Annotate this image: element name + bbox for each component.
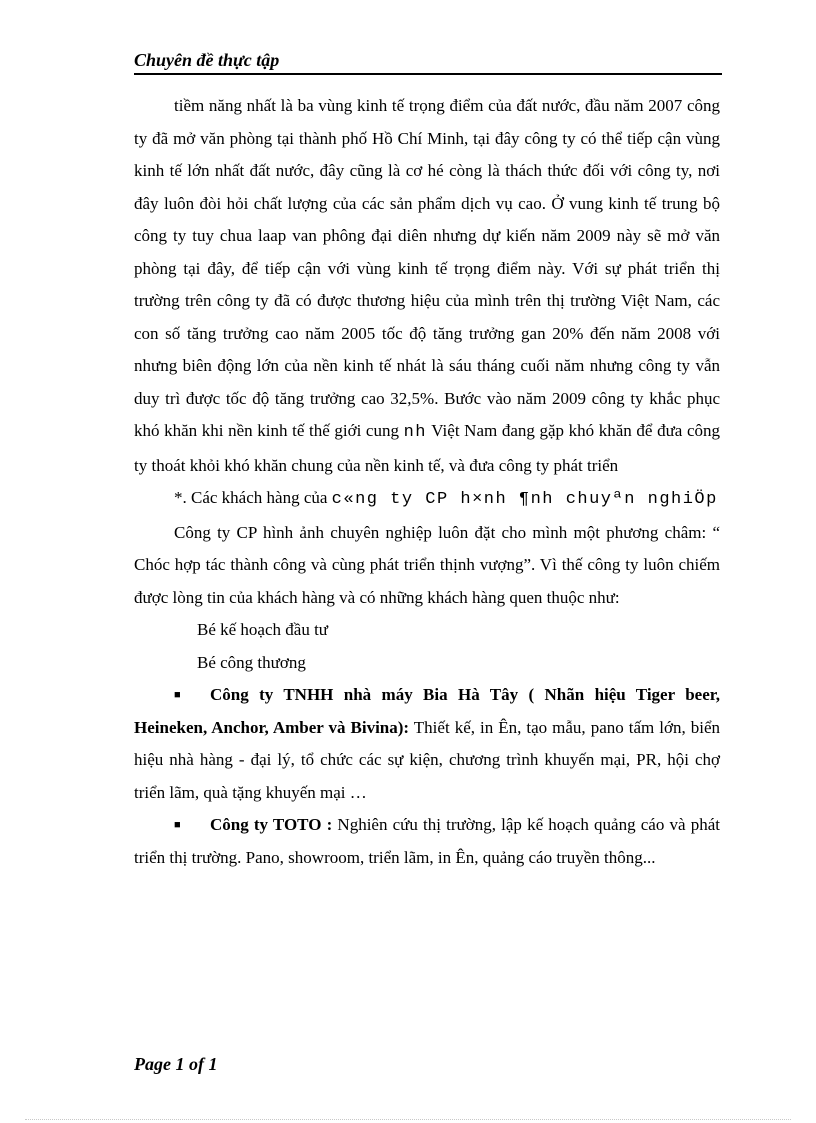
bullet-item-text: Nghiên cứu thị trường, lập kế hoạch quảng cáo và phát triển thị trường. Pano, showroom, triển lãm, in Ên, quảng cáo truyền thông... bbox=[134, 815, 720, 867]
paragraph-customers-heading bbox=[134, 482, 720, 517]
paragraph-3: Công ty CP hình ảnh chuyên nghiệp luôn đặt cho mình một phương châm: “ Chóc hợp tác thành công và cùng phát triển thịnh vượng”. Vì thế công ty luôn chiếm được lòng tin của khách hàng và có những khách hàng quen thuộc như: bbox=[134, 522, 720, 607]
bullet-item-text: Thiết kế, in Ên, tạo mẫu, pano tấm lớn, biển hiệu nhà hàng - đại lý, tổ chức các sự kiện, chương trình khuyến mại, PR, hội chợ triển lãm, quà tặng khuyến mại … bbox=[134, 717, 721, 802]
list-item: Bé công thương bbox=[197, 652, 306, 672]
paragraph-1-mono: nh bbox=[403, 423, 427, 442]
square-bullet-icon: ■ bbox=[174, 689, 181, 701]
bullet-item-bia-ha-tay bbox=[134, 679, 720, 809]
page-header: Chuyên đề thực tập bbox=[134, 50, 722, 75]
bullet-item-bold: Công ty TOTO : bbox=[210, 815, 333, 834]
paragraph-1 bbox=[134, 90, 720, 482]
document-body bbox=[134, 90, 720, 874]
paragraph-1-end: Việt Nam đang gặp khó khăn để đưa công ty thoát khỏi khó khăn chung của nền kinh tế, và đưa công ty phát triển bbox=[134, 421, 720, 475]
customers-heading-lead: *. Các khách hàng của bbox=[174, 488, 332, 507]
bullet-item-toto bbox=[134, 809, 720, 874]
page-footer: Page 1 of 1 bbox=[134, 1054, 218, 1074]
list-item: Bé kế hoạch đầu tư bbox=[197, 620, 329, 639]
customers-heading-mono: c«ng ty CP h×nh ¶nh chuyªn nghiÖp bbox=[331, 490, 718, 509]
bullet-item-bold: Công ty TNHH nhà máy Bia Hà Tây ( Nhãn hiệu Tiger beer, Heineken, Anchor, Amber và Bivina): bbox=[134, 685, 720, 737]
square-bullet-icon: ■ bbox=[174, 819, 181, 831]
page-edge-divider bbox=[25, 1119, 791, 1120]
paragraph-1-text: tiềm năng nhất là ba vùng kinh tế trọng điểm của đất nước, đầu năm 2007 công ty đã mở văn phòng tại thành phố Hồ Chí Minh, tại đây công ty có thể tiếp cận vùng kinh tế lớn nhất đất nước, đây cũng là cơ hé còng là thách thức đối với công ty, nơi đây luôn đòi hỏi chất lượng của các sản phẩm dịch vụ cao. Ở vung kinh tế trung bộ công ty tuy chua laap van phông đại diên nhưng dự kiến năm 2009 này sẽ mở văn phòng tại đây, để tiếp cận với vùng kinh tế trọng điểm này. Với sự phát triển thị trường trên công ty đã có được thương hiệu của mình trên thị trường Việt Nam, các con số tăng trưởng cao năm 2005 tốc độ tăng trưởng gan 20% đến năm 2008 với nhưng biên động lớn của nền kinh tế nhát là sáu tháng cuối năm nhưng công ty vẫn duy trì được tốc độ tăng trưởng cao 32,5%. Bước vào năm 2009 công ty khắc phục khó khăn khi nền kinh tế thế giới cung bbox=[134, 96, 720, 440]
